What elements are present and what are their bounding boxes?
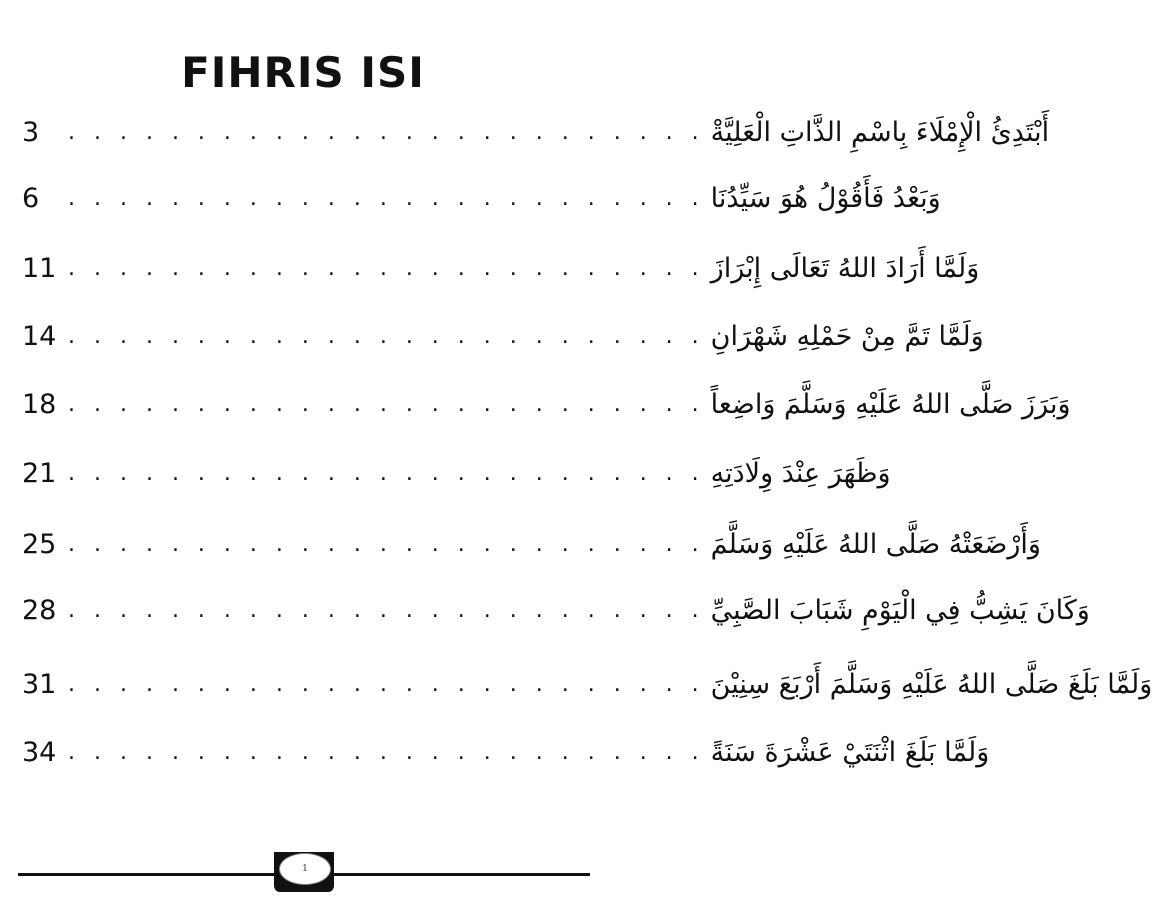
toc-arabic-heading: وَبَعْدُ فَأَقُوْلُ هُوَ سَيِّدُنَا	[710, 182, 941, 214]
toc-entry[interactable]	[22, 306, 984, 366]
toc-page-number: 25	[22, 528, 57, 560]
toc-leader-dots: . . . . . . . . . . . . . . . . . . . . . . . . .	[68, 671, 705, 697]
toc-entry[interactable]	[22, 374, 1071, 434]
toc-page-number: 34	[22, 736, 57, 768]
toc-leader-dots: . . . . . . . . . . . . . . . . . . . . . . . . .	[68, 255, 705, 281]
toc-page-number: 3	[22, 116, 40, 148]
toc-leader-dots: . . . . . . . . . . . . . . . . . . . . . . . . .	[68, 185, 705, 211]
page-title: FIHRIS ISI	[181, 48, 425, 97]
toc-arabic-heading: وَلَمَّا بَلَغَ اثْنَتَيْ عَشْرَةَ سَنَةً	[710, 736, 990, 768]
toc-arabic-heading: وَكَانَ يَشِبُّ فِي الْيَوْمِ شَبَابَ الصَّبِيِّ	[710, 594, 1090, 626]
toc-entry[interactable]	[22, 722, 990, 782]
toc-entry[interactable]	[22, 514, 1041, 574]
toc-arabic-heading: وَلَمَّا أَرَادَ اللهُ تَعَالَى إِبْرَازَ	[710, 252, 980, 284]
toc-leader-dots: . . . . . . . . . . . . . . . . . . . . . . . . .	[68, 323, 705, 349]
toc-page-number: 21	[22, 457, 57, 489]
toc-page-number: 28	[22, 594, 57, 626]
toc-page-number: 14	[22, 320, 57, 352]
toc-leader-dots: . . . . . . . . . . . . . . . . . . . . . . . . .	[68, 739, 705, 765]
toc-arabic-heading: وَظَهَرَ عِنْدَ وِلَادَتِهِ	[710, 457, 891, 489]
toc-entry[interactable]	[22, 102, 1050, 162]
toc-arabic-heading: وَبَرَزَ صَلَّى اللهُ عَلَيْهِ وَسَلَّمَ وَاضِعاً	[710, 388, 1071, 420]
toc-entry[interactable]	[22, 238, 980, 298]
toc-arabic-heading: وَأَرْضَعَتْهُ صَلَّى اللهُ عَلَيْهِ وَسَلَّمَ	[710, 528, 1041, 560]
toc-leader-dots: . . . . . . . . . . . . . . . . . . . . . . . . .	[68, 597, 705, 623]
toc-entry[interactable]	[22, 654, 1152, 714]
toc-page-number: 18	[22, 388, 57, 420]
toc-entry[interactable]	[22, 168, 941, 228]
toc-page-number: 31	[22, 668, 57, 700]
toc-leader-dots: . . . . . . . . . . . . . . . . . . . . . . . . .	[68, 119, 705, 145]
page-number: 1	[279, 853, 331, 885]
toc-page-number: 6	[22, 182, 40, 214]
toc-arabic-heading: أَبْتَدِئُ الْإِمْلَاءَ بِاسْمِ الذَّاتِ الْعَلِيَّةْ	[710, 116, 1050, 148]
toc-page-number: 11	[22, 252, 57, 284]
toc-entry[interactable]	[22, 443, 891, 503]
toc-entry[interactable]	[22, 580, 1090, 640]
toc-leader-dots: . . . . . . . . . . . . . . . . . . . . . . . . .	[68, 391, 705, 417]
toc-leader-dots: . . . . . . . . . . . . . . . . . . . . . . . . .	[68, 531, 705, 557]
toc-arabic-heading: وَلَمَّا تَمَّ مِنْ حَمْلِهِ شَهْرَانِ	[710, 320, 984, 352]
toc-leader-dots: . . . . . . . . . . . . . . . . . . . . . . . . .	[68, 460, 705, 486]
toc-arabic-heading: وَلَمَّا بَلَغَ صَلَّى اللهُ عَلَيْهِ وَسَلَّمَ أَرْبَعَ سِنِيْنَ	[710, 668, 1152, 700]
